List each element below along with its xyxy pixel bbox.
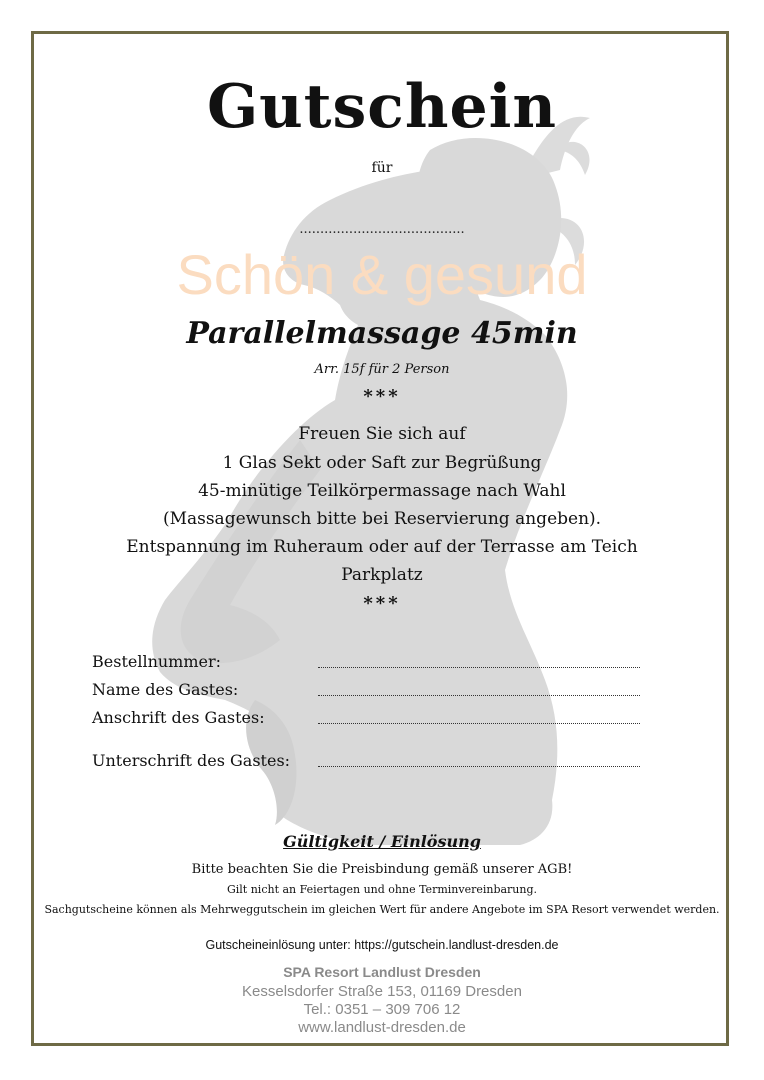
guest-signature-field [318, 766, 640, 767]
resort-name: SPA Resort Landlust Dresden [283, 964, 481, 980]
resort-street: Kesselsdorfer Straße 153, 01169 Dresden [242, 983, 522, 1000]
order-number-field [318, 667, 640, 668]
body-line: 1 Glas Sekt oder Saft zur Begrüßung [222, 453, 542, 473]
voucher-title: Gutschein [206, 72, 558, 142]
price-binding-note: Bitte beachten Sie die Preisbindung gemäß unserer AGB! [191, 862, 573, 877]
stars-divider: *** [363, 386, 401, 407]
product-name: Parallelmassage 45min [186, 316, 578, 351]
reuse-note: Sachgutscheine können als Mehrweggutschein im gleichen Wert für andere Angebote im SPA Resort verwendet werden. [44, 903, 720, 916]
guest-address-label: Anschrift des Gastes: [92, 708, 265, 727]
body-line: Parkplatz [341, 565, 423, 585]
body-line: Entspannung im Ruheraum oder auf der Terrasse am Teich [126, 537, 638, 557]
body-line: 45-minütige Teilkörpermassage nach Wahl [198, 481, 566, 501]
guest-signature-label: Unterschrift des Gastes: [92, 751, 291, 770]
resort-website: www.landlust-dresden.de [298, 1019, 466, 1036]
order-number-label: Bestellnummer: [92, 652, 222, 671]
for-label: für [371, 160, 393, 176]
guest-address-field [318, 723, 640, 724]
redeem-url-text: Gutscheineinlösung unter: https://gutschein.landlust-dresden.de [205, 938, 559, 952]
body-line: (Massagewunsch bitte bei Reservierung angeben). [162, 509, 602, 529]
guest-name-label: Name des Gastes: [92, 680, 239, 699]
recipient-line: ........................................ [299, 222, 465, 237]
watermark-text: Schön & gesund [176, 243, 588, 306]
holiday-note: Gilt nicht an Feiertagen und ohne Terminvereinbarung. [226, 883, 538, 896]
validity-heading: Gültigkeit / Einlösung [283, 832, 481, 851]
stars-divider: *** [363, 593, 401, 614]
resort-phone: Tel.: 0351 – 309 706 12 [303, 1001, 461, 1018]
body-line: Freuen Sie sich auf [298, 424, 466, 444]
arrangement-code: Arr. 15f für 2 Person [314, 362, 450, 377]
guest-name-field [318, 695, 640, 696]
